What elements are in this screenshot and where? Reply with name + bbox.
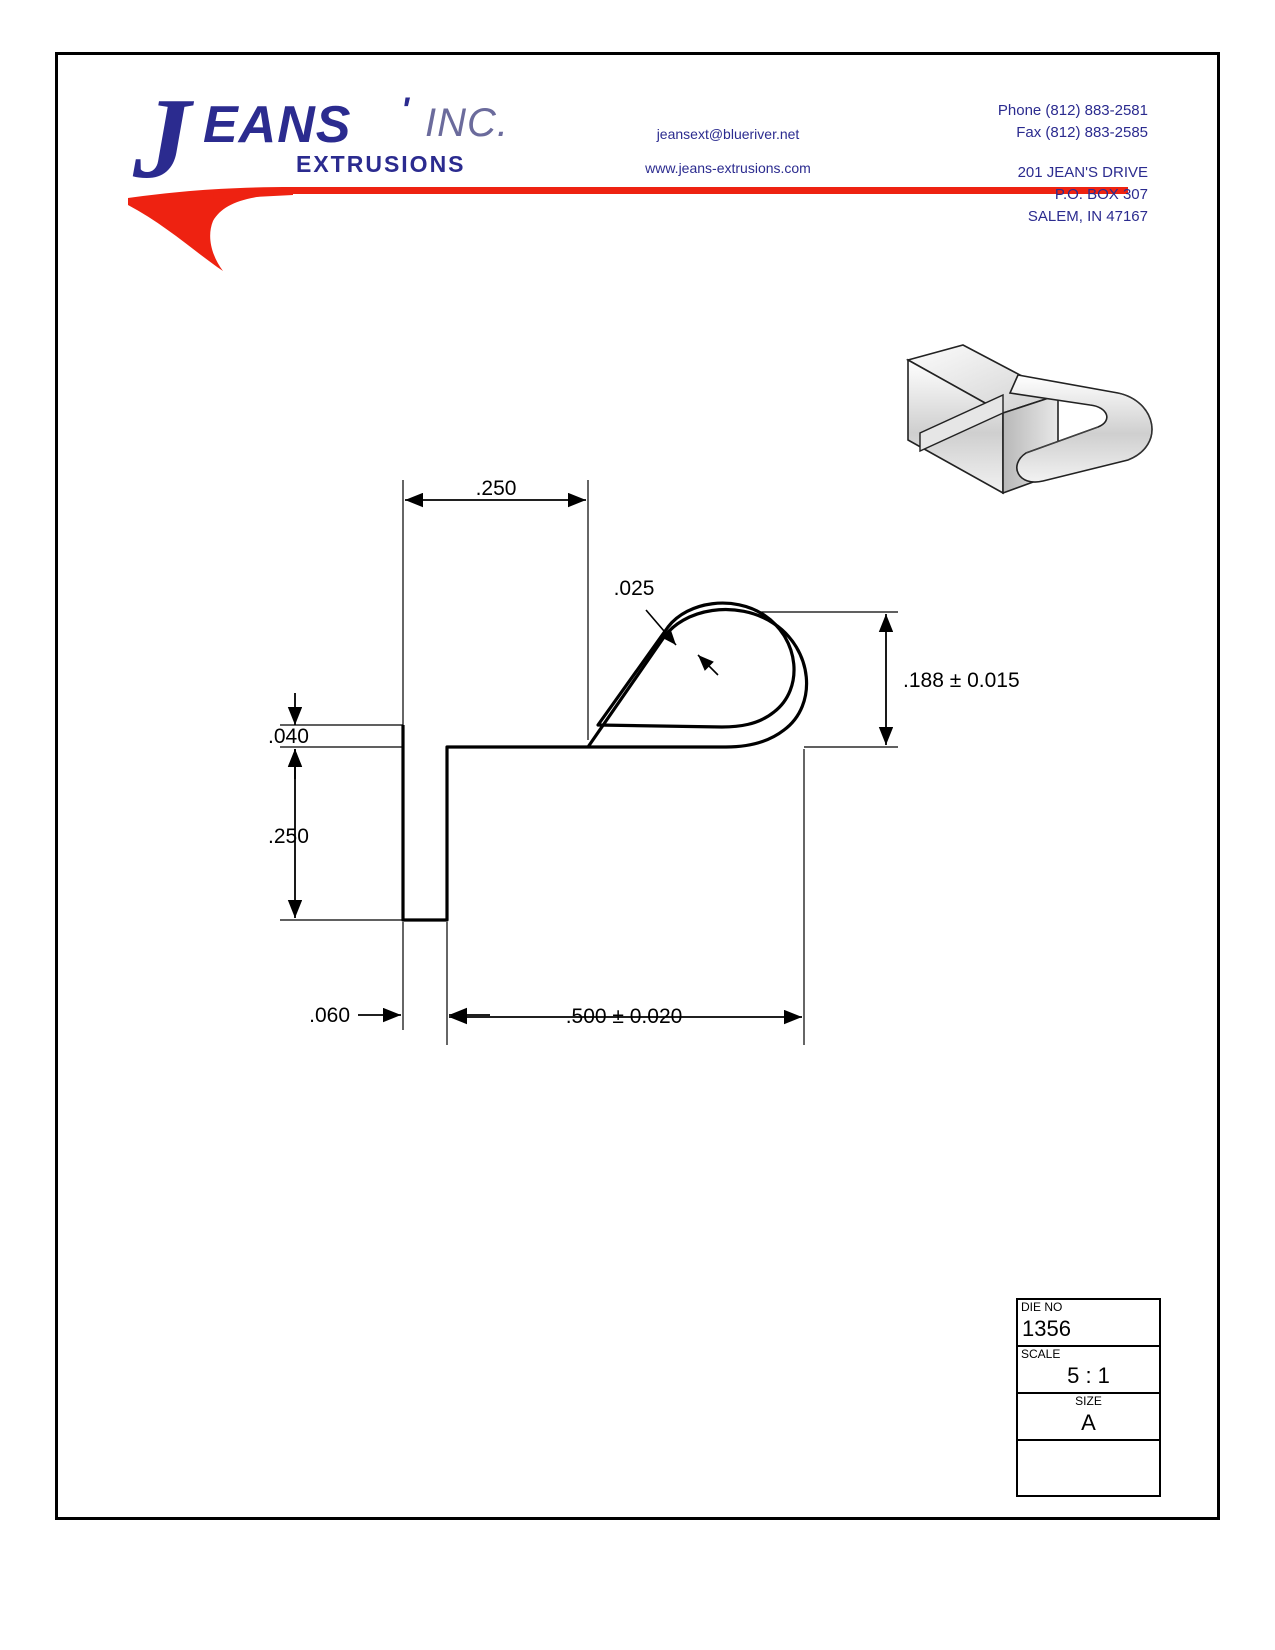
title-block-row-size [1018, 1394, 1159, 1441]
title-block [1016, 1298, 1161, 1497]
die-no-label: DIE NO [1021, 1300, 1063, 1314]
phone-text: Phone (812) 883-2581 [997, 102, 1148, 119]
dimension-bead-height [758, 612, 1020, 747]
address-line-1: 201 JEAN'S DRIVE [1017, 164, 1148, 181]
dim-bead-height-label: .188 ± 0.015 [903, 669, 1020, 692]
dimension-top-width [403, 477, 588, 740]
title-block-row-die-no [1018, 1300, 1159, 1347]
logo-text-eans: EANS [203, 96, 352, 154]
email-text: jeansext@blueriver.net [656, 126, 800, 142]
logo-apostrophe: ' [401, 91, 410, 129]
logo-text-inc: INC. [425, 101, 509, 145]
address-line-2: P.O. BOX 307 [1054, 186, 1148, 203]
size-label: SIZE [1075, 1394, 1102, 1408]
dim-bead-wall-label: .025 [613, 577, 655, 600]
logo-text-extrusions: EXTRUSIONS [296, 151, 466, 177]
company-logo [133, 73, 509, 233]
die-no-value: 1356 [1022, 1316, 1071, 1341]
fax-text: Fax (812) 883-2585 [1016, 124, 1148, 141]
letterhead [58, 55, 1217, 255]
contact-web-block [598, 117, 858, 185]
isometric-preview [908, 345, 1152, 493]
dimension-flange-thickness [268, 693, 403, 779]
size-value: A [1081, 1410, 1096, 1435]
title-block-row-blank [1018, 1441, 1159, 1495]
dimension-bead-wall [614, 577, 718, 675]
dimension-leg-thickness [309, 922, 490, 1045]
dimension-overall-width [449, 749, 804, 1045]
logo-letter-j: J [133, 75, 191, 203]
profile-cross-section [403, 603, 807, 920]
drawing-sheet [55, 52, 1220, 1520]
scale-value: 5 : 1 [1067, 1363, 1110, 1388]
technical-drawing [58, 255, 1217, 1255]
dim-leg-thickness-label: .060 [309, 1004, 350, 1027]
dimension-leg-height [268, 749, 403, 920]
dim-top-width-label: .250 [475, 477, 517, 500]
address-line-3: SALEM, IN 47167 [1027, 208, 1148, 225]
dim-leg-height-label: .250 [268, 825, 309, 848]
website-text: www.jeans-extrusions.com [645, 160, 811, 176]
contact-address-block [888, 100, 1148, 228]
dim-overall-width-label: .500 ± 0.020 [565, 1005, 683, 1028]
dim-flange-thickness-label: .040 [268, 725, 309, 748]
scale-label: SCALE [1021, 1347, 1061, 1361]
title-block-row-scale [1018, 1347, 1159, 1394]
